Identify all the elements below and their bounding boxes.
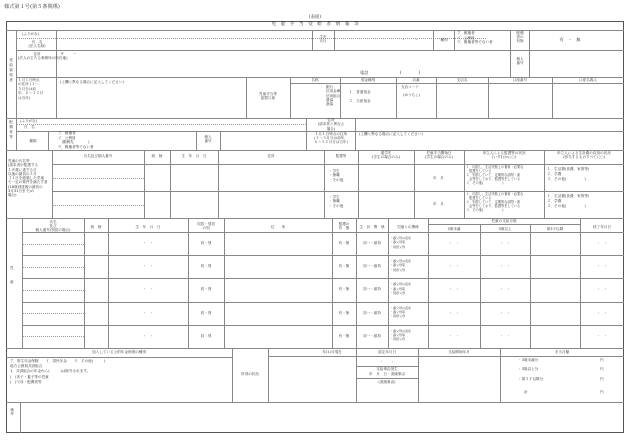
children-header-benefit-date: 児童手当開始日 (学生の場合のみ) (425, 151, 453, 160)
income-label: 所得の状況 (241, 372, 259, 376)
recipient-mynumber-field[interactable] (531, 52, 621, 74)
decision-value[interactable]: ・ ・ (379, 360, 395, 364)
child-row-divider (22, 255, 624, 256)
child-row-under3[interactable]: ・ ・ (448, 310, 460, 315)
ct-header-over3: 3歳以上 (498, 227, 512, 231)
ct-header-address: 住 所 (270, 225, 286, 229)
child-row-relation-opts[interactable]: ・養父母の直系 ・養父母等 ・同居父母 (390, 328, 412, 342)
child1-status[interactable]: ・学生 ・無職 ・その他 (329, 169, 344, 182)
recipient-jan1-label: １月１日時点 の住所 (１～ ５月分は前 年、６～１２月 は当年) (18, 78, 44, 100)
annuity-check-items[interactable]: ( )実子・養子等の児童 ( )父母・配偶者等 (10, 375, 49, 384)
child-row-name-split (22, 290, 84, 291)
form-title: 児 童 手 当 受 給 者 情 報 等 (271, 22, 359, 27)
child-row-over3[interactable]: ・ ・ (499, 287, 511, 292)
children-header-relation: 続 柄 (151, 154, 163, 158)
annuity-label: 加入している公的年金制度の種別 (92, 350, 146, 354)
amount-label: 手当月額 (554, 350, 570, 354)
recipient-mynumber-label: 個人 番号 (516, 57, 524, 66)
child-row-relation-opts[interactable]: ・養父母の直系 ・養父母等 ・同居父母 (390, 236, 412, 249)
ct-header-name: 氏名 及び 個人番号(別居の場合) (35, 220, 71, 233)
payment-start-label: 支給開始年月 (448, 350, 470, 354)
child-row-end[interactable]: ・ ・ (596, 287, 608, 292)
recipient-phone-label: 電話 (360, 70, 369, 75)
child-row-cohabit[interactable]: 同・別 (200, 264, 212, 269)
amount-over3: ・3歳以上分 (518, 367, 539, 371)
child-row-birth[interactable]: ・ ・ (142, 287, 154, 292)
child-row-over3[interactable]: ・ ・ (499, 310, 511, 315)
child-row-name-split (22, 244, 84, 245)
recipient-address-label: 住所 (法人の主たる事務所の所在地) (18, 52, 68, 61)
child-row-relation-opts[interactable]: ・養父母の直系 ・養父母等 ・同居父母 (390, 305, 412, 319)
child-row-living[interactable]: 同一・維持 (363, 333, 381, 338)
deposit-options[interactable]: １．普通預金 ２．当座預金 (349, 90, 371, 103)
child-row-birth[interactable]: ・ ・ (142, 333, 154, 338)
child-row-under3[interactable]: ・ ・ (448, 264, 460, 269)
payment-event-label: 支給事由発生 (376, 367, 398, 371)
spouse-jan1-label: １月１日時点の住所 (１～５月分は前年、 ６～１２月分は当年) (314, 132, 348, 145)
child2-status[interactable]: ・学生 ・無職 ・その他 (329, 195, 344, 208)
decision-label: 認定年月日 (378, 350, 396, 354)
bank-header-branch: 支店名 (456, 78, 468, 82)
ct-header-end: 終了年月日 (593, 225, 611, 229)
branch-code-unit: (ゆうちょ) (403, 93, 421, 97)
child-row-cohabit[interactable]: 同・別 (200, 333, 212, 338)
child-row-end[interactable]: ・ ・ (596, 310, 608, 315)
child1-date[interactable]: 年 月 (433, 176, 444, 180)
remarks-label: 備 考 (10, 408, 14, 417)
spouse-jan1-value[interactable]: (上欄と異なる場合に記入してください) (359, 132, 423, 136)
recipient-furigana-label: (ふりがな) (22, 32, 40, 36)
child1-reason-b[interactable]: １．生活費(食費、家賃等) ２．学費 ３．その他( ) (547, 167, 590, 181)
ct-header-custody: 監護の 有 無 (338, 222, 350, 231)
child-row-living[interactable]: 同一・維持 (363, 287, 381, 292)
child-row-relation-opts[interactable]: ・養父母の直系 ・養父母等 ・同居父母 (390, 259, 412, 272)
amount-under3-yen: 円 (600, 358, 604, 362)
child-row-name-split (22, 313, 84, 314)
bank-types[interactable]: 銀行 信用金庫 信用組合 農協 漁協 (326, 85, 341, 107)
recipient-jan1-value[interactable]: (上欄と異なる場合に記入してください) (60, 80, 124, 84)
child-row-living[interactable]: 同一・維持 (363, 241, 381, 245)
spouse-furigana-label: (ふりがな) (20, 119, 38, 123)
payment-event-date[interactable]: 年 月 日・消滅事由 (369, 372, 405, 376)
spouse-type-options[interactable]: ア．親権者 イ．公務員 (勤務先 ) ウ．親権者等でない者 (58, 131, 94, 149)
recipient-category-label: 種別 (440, 38, 448, 42)
children-header-address: 住所 (267, 154, 275, 158)
bank-header-code: 店番 (412, 78, 420, 82)
spouse-type-label: 種類 (29, 139, 37, 143)
children-header-school: 通学先 (学生の場合のみ) (372, 151, 400, 160)
child-row-name-split (22, 267, 84, 268)
child2-reason-b[interactable]: １．生活費(食費、家賃等) ２．学費 ３．その他( ) (547, 194, 590, 208)
children-header-reason2: 申立人による生計費の負担の状況 (該当するものすべてに○) (557, 151, 611, 160)
year-label: 年(1)月現在 (322, 350, 342, 354)
child-row-cohabit[interactable]: 同・別 (200, 310, 212, 315)
side-stamp: (表面) (308, 15, 322, 20)
spouse-mynumber-field[interactable] (222, 133, 304, 148)
children-section-label: 児童の氏名等 (請求者が監護する １８歳に達する日 以後の最初の３月 ３１日を経過した児童 で一定の要件を満たす者 (18歳到達後の最初の 3月31日まで)の 場合) (8, 159, 48, 198)
spouse-section-label: 配 偶 者 等 (9, 120, 13, 139)
child-row-over3[interactable]: ・ ・ (499, 241, 511, 245)
recipient-name-label: 氏 名 (法人名称) (28, 40, 46, 49)
form-number: 様式第１号(第５条関係) (4, 4, 60, 10)
child-row-custody[interactable]: 有・無 (338, 333, 350, 338)
bank-header-deposit: 預金種別 (360, 78, 376, 82)
child-row-under3[interactable]: ・ ・ (448, 333, 460, 338)
annuity-options[interactable]: ア．厚生年金保険 イ．国民年金 ウ．その他( ) 地方公務員共済組合 (10, 359, 106, 368)
amount-total-yen: 円 (600, 390, 604, 394)
recipient-address-postal[interactable]: 〒 － (60, 51, 77, 56)
children-header-name: 氏名及び個人番号 (83, 154, 113, 158)
child-row-under3[interactable]: ・ ・ (448, 241, 460, 245)
child-row-name-split (22, 336, 84, 337)
remarks-field[interactable] (22, 404, 620, 431)
amount-third-yen: 円 (600, 377, 604, 381)
child-row-custody[interactable]: 有・無 (338, 264, 350, 269)
child-row-relation-opts[interactable]: ・養父母の直系 ・養父母等 ・同居父母 (390, 282, 412, 295)
recipient-marriage-value[interactable]: 有 ・ 無 (559, 37, 581, 42)
amount-third: ・第３子以降分 (518, 377, 544, 381)
child-row-living[interactable]: 同一・維持 (363, 310, 381, 315)
ct-header-third: 第3子以降 (546, 227, 564, 231)
spouse-name-label: 氏 名 (24, 125, 35, 129)
child-table-section-label: 児 童 (10, 266, 14, 284)
annuity-note: 1．共済組合の年金から( )は除外されます。 (10, 369, 91, 373)
ct-header-rel-to-child: 児童との関係 (397, 225, 419, 229)
child-row-under3[interactable]: ・ ・ (448, 287, 460, 292)
spouse-mynumber-label: 個人 番号 (204, 135, 212, 144)
recipient-section-label: 受 給 資 格 者 (9, 58, 13, 82)
child-row-end[interactable]: ・ ・ (596, 333, 608, 338)
child-row-divider (22, 278, 624, 279)
child-row-cohabit[interactable]: 同・別 (200, 287, 212, 292)
ct-header-under3: 3歳未満 (447, 227, 461, 231)
recipient-marriage-label: 配偶 者の 有無 (516, 31, 524, 44)
recipient-category-options[interactable]: ア．親権者 イ．公務員 ウ．親権者等でない者 (457, 31, 493, 45)
child-row-birth[interactable]: ・ ・ (142, 310, 154, 315)
child2-date[interactable]: 年 月 (433, 202, 444, 206)
bank-header-holder: 口座名義人 (579, 78, 597, 82)
child-row-custody[interactable]: 有・無 (338, 310, 350, 315)
ct-header-living: 生 計 関 係 (359, 225, 385, 229)
bank-header-name: 名称 (311, 78, 319, 82)
child-row-divider (22, 325, 624, 326)
ct-header-cohabit: 同居・別居 の別 (197, 222, 215, 231)
child-row-over3[interactable]: ・ ・ (499, 333, 511, 338)
recipient-phone-value[interactable]: ( ) (400, 70, 421, 75)
recipient-birth-label: 生年 月日 (319, 35, 327, 44)
child-row-over3[interactable]: ・ ・ (499, 264, 511, 269)
child-row-birth[interactable]: ・ ・ (142, 264, 154, 269)
bank-header-account-no: 口座番号 (512, 78, 528, 82)
ct-header-count: 児童の支給月数 (491, 219, 517, 223)
child-row-end[interactable]: ・ ・ (596, 241, 608, 245)
child-row-living[interactable]: 同一・維持 (363, 264, 381, 269)
amount-total-label: 計 (524, 390, 528, 394)
payment-change[interactable]: (消滅事由) (378, 380, 396, 384)
child-row-birth[interactable]: ・ ・ (142, 241, 154, 245)
amount-under3: ・3歳未満分 (518, 358, 539, 362)
child1-reason-a[interactable]: １．同居し、生活実態上の養育・必要な 監護をしている ２．別居していて、定期的な訪問・面 会等をしており、監護等をしている ３．その他( ) (466, 165, 524, 186)
children-header-birth: 生 年 月 日 (181, 154, 207, 158)
amount-over3-yen: 円 (600, 367, 604, 371)
account-label: 児童手当等 振替口座 (259, 92, 277, 101)
child-row-custody[interactable]: 有・無 (338, 287, 350, 292)
child-row-divider (22, 302, 624, 303)
child-row-end[interactable]: ・ ・ (596, 264, 608, 269)
branch-code-label: 支店コード (401, 85, 419, 89)
ct-header-relation: 続 柄 (90, 225, 102, 229)
recipient-birth-value[interactable]: ・ ・ (401, 37, 419, 42)
spouse-address-label: 住所 (請求者と異なる 場合) (317, 118, 345, 131)
child-row-custody[interactable]: 有・無 (338, 241, 350, 245)
child-row-cohabit[interactable]: 同・別 (200, 241, 212, 245)
child2-reason-a[interactable]: １．同居し、生活実態上の養育・必要な 監護をしている ２．別居していて、定期的な訪問・面 会等をしており、監護等をしている ３．その他( ) (466, 192, 524, 213)
ct-header-birth: 生 年 月 日 (135, 225, 161, 229)
recipient-name-field[interactable] (58, 33, 310, 49)
children-header-custody: 監護等 (335, 154, 347, 158)
children-header-reason1: 申立人による監護等の状況 (いずれかに○) (482, 151, 526, 160)
